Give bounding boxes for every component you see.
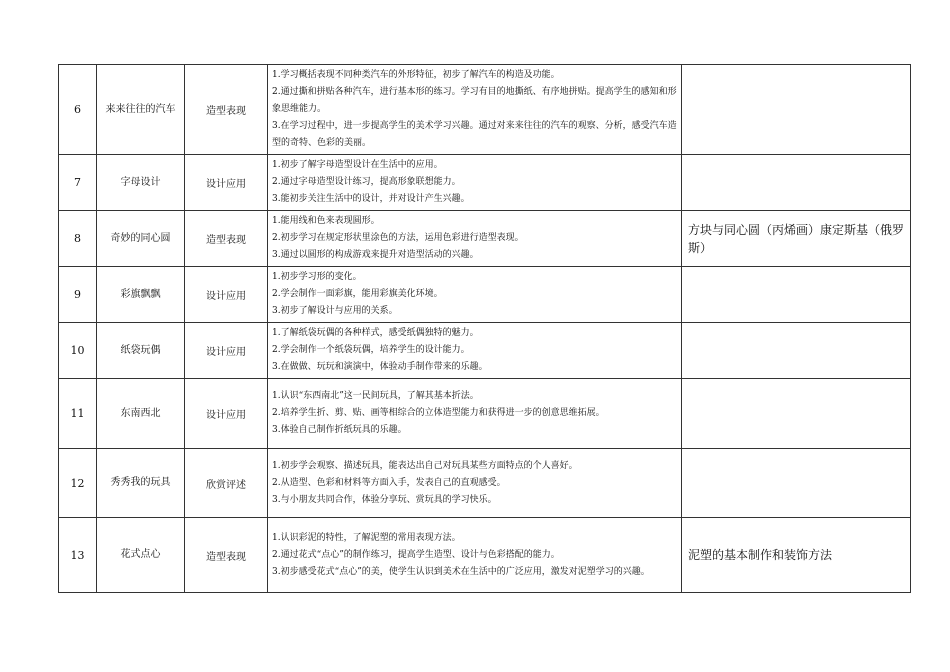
lesson-number: 8 xyxy=(59,211,97,267)
goal-item: 3.初步感受花式“点心”的美，使学生认识到美术在生活中的广泛应用，激发对泥塑学习的兴趣。 xyxy=(272,566,650,577)
table-row xyxy=(59,323,911,379)
goal-item: 2.通过字母造型设计练习，提高形象联想能力。 xyxy=(272,177,461,187)
lesson-goals xyxy=(268,211,682,267)
goal-item: 2.培养学生折、剪、贴、画等相综合的立体造型能力和获得进一步的创意思维拓展。 xyxy=(272,408,605,418)
curriculum-table xyxy=(58,64,911,593)
lesson-reference xyxy=(682,155,911,211)
lesson-title: 字母设计 xyxy=(97,155,185,211)
lesson-goals xyxy=(268,155,682,211)
lesson-number: 9 xyxy=(59,267,97,323)
lesson-title: 东南西北 xyxy=(97,379,185,449)
goal-item: 2.通过撕和拼贴各种汽车，进行基本形的练习。学习有目的地撕纸、有序地拼贴。提高学生的感知和形象思维能力。 xyxy=(272,87,677,114)
lesson-title: 来来往往的汽车 xyxy=(97,65,185,155)
table-body xyxy=(59,65,911,593)
lesson-type: 造型表现 xyxy=(185,211,268,267)
goal-item: 1.认识彩泥的特性，了解泥塑的常用表现方法。 xyxy=(272,532,461,543)
goal-item: 3.通过以圆形的构成游戏来提升对造型活动的兴趣。 xyxy=(272,250,479,260)
goal-item: 3.在做做、玩玩和演演中，体验动手制作带来的乐趣。 xyxy=(272,362,488,372)
lesson-title: 秀秀我的玩具 xyxy=(97,449,185,518)
lesson-number: 12 xyxy=(59,449,97,518)
lesson-goals xyxy=(268,449,682,518)
lesson-number: 6 xyxy=(59,65,97,155)
lesson-goals xyxy=(268,379,682,449)
lesson-type: 设计应用 xyxy=(185,155,268,211)
goal-item: 1.了解纸袋玩偶的各种样式，感受纸偶独特的魅力。 xyxy=(272,328,479,338)
lesson-reference xyxy=(682,449,911,518)
lesson-goals xyxy=(268,65,682,155)
lesson-goals xyxy=(268,267,682,323)
goal-item: 2.学会制作一面彩旗，能用彩旗美化环境。 xyxy=(272,289,443,299)
lesson-goals xyxy=(268,518,682,593)
lesson-type: 设计应用 xyxy=(185,323,268,379)
table-row xyxy=(59,267,911,323)
table-row xyxy=(59,518,911,593)
lesson-title: 花式点心 xyxy=(97,518,185,593)
goal-item: 3.在学习过程中，进一步提高学生的美术学习兴趣。通过对来来往往的汽车的观察、分析，感受汽车造型的奇特、色彩的美丽。 xyxy=(272,121,677,148)
lesson-title: 彩旗飘飘 xyxy=(97,267,185,323)
lesson-type: 欣赏评述 xyxy=(185,449,268,518)
goal-item: 1.初步学习形的变化。 xyxy=(272,272,362,282)
lesson-type: 设计应用 xyxy=(185,379,268,449)
lesson-number: 13 xyxy=(59,518,97,593)
lesson-type: 设计应用 xyxy=(185,267,268,323)
lesson-number: 7 xyxy=(59,155,97,211)
table-row xyxy=(59,449,911,518)
lesson-reference: 方块与同心圆（丙烯画）康定斯基（俄罗斯） xyxy=(682,211,911,267)
lesson-type: 造型表现 xyxy=(185,518,268,593)
goal-item: 1.认识“东西南北”这一民间玩具，了解其基本折法。 xyxy=(272,391,479,401)
goal-item: 3.体验自己制作折纸玩具的乐趣。 xyxy=(272,425,407,435)
lesson-number: 10 xyxy=(59,323,97,379)
lesson-reference: 泥塑的基本制作和装饰方法 xyxy=(682,518,911,593)
lesson-reference xyxy=(682,65,911,155)
lesson-number: 11 xyxy=(59,379,97,449)
goal-item: 2.学会制作一个纸袋玩偶，培养学生的设计能力。 xyxy=(272,345,470,355)
table-row xyxy=(59,155,911,211)
goal-item: 3.能初步关注生活中的设计，并对设计产生兴趣。 xyxy=(272,194,470,204)
goal-item: 1.初步学会观察、描述玩具，能表达出自己对玩具某些方面特点的个人喜好。 xyxy=(272,460,578,471)
goal-item: 3.初步了解设计与应用的关系。 xyxy=(272,306,398,316)
goal-item: 3.与小朋友共同合作，体验分享玩、赏玩具的学习快乐。 xyxy=(272,494,497,505)
lesson-reference xyxy=(682,379,911,449)
lesson-type: 造型表现 xyxy=(185,65,268,155)
goal-item: 2.通过花式“点心”的制作练习，提高学生造型、设计与色彩搭配的能力。 xyxy=(272,549,560,560)
lesson-reference xyxy=(682,267,911,323)
goal-item: 1.初步了解字母造型设计在生活中的应用。 xyxy=(272,160,443,170)
lesson-goals xyxy=(268,323,682,379)
table-row xyxy=(59,379,911,449)
goal-item: 1.学习概括表现不同种类汽车的外形特征，初步了解汽车的构造及功能。 xyxy=(272,70,560,80)
lesson-title: 奇妙的同心圆 xyxy=(97,211,185,267)
lesson-reference xyxy=(682,323,911,379)
goal-item: 2.初步学习在规定形状里涂色的方法，运用色彩进行造型表现。 xyxy=(272,233,524,243)
lesson-title: 纸袋玩偶 xyxy=(97,323,185,379)
goal-item: 1.能用线和色来表现圆形。 xyxy=(272,216,380,226)
table-row xyxy=(59,211,911,267)
table-row xyxy=(59,65,911,155)
goal-item: 2.从造型、色彩和材料等方面入手，发表自己的直观感受。 xyxy=(272,477,506,488)
